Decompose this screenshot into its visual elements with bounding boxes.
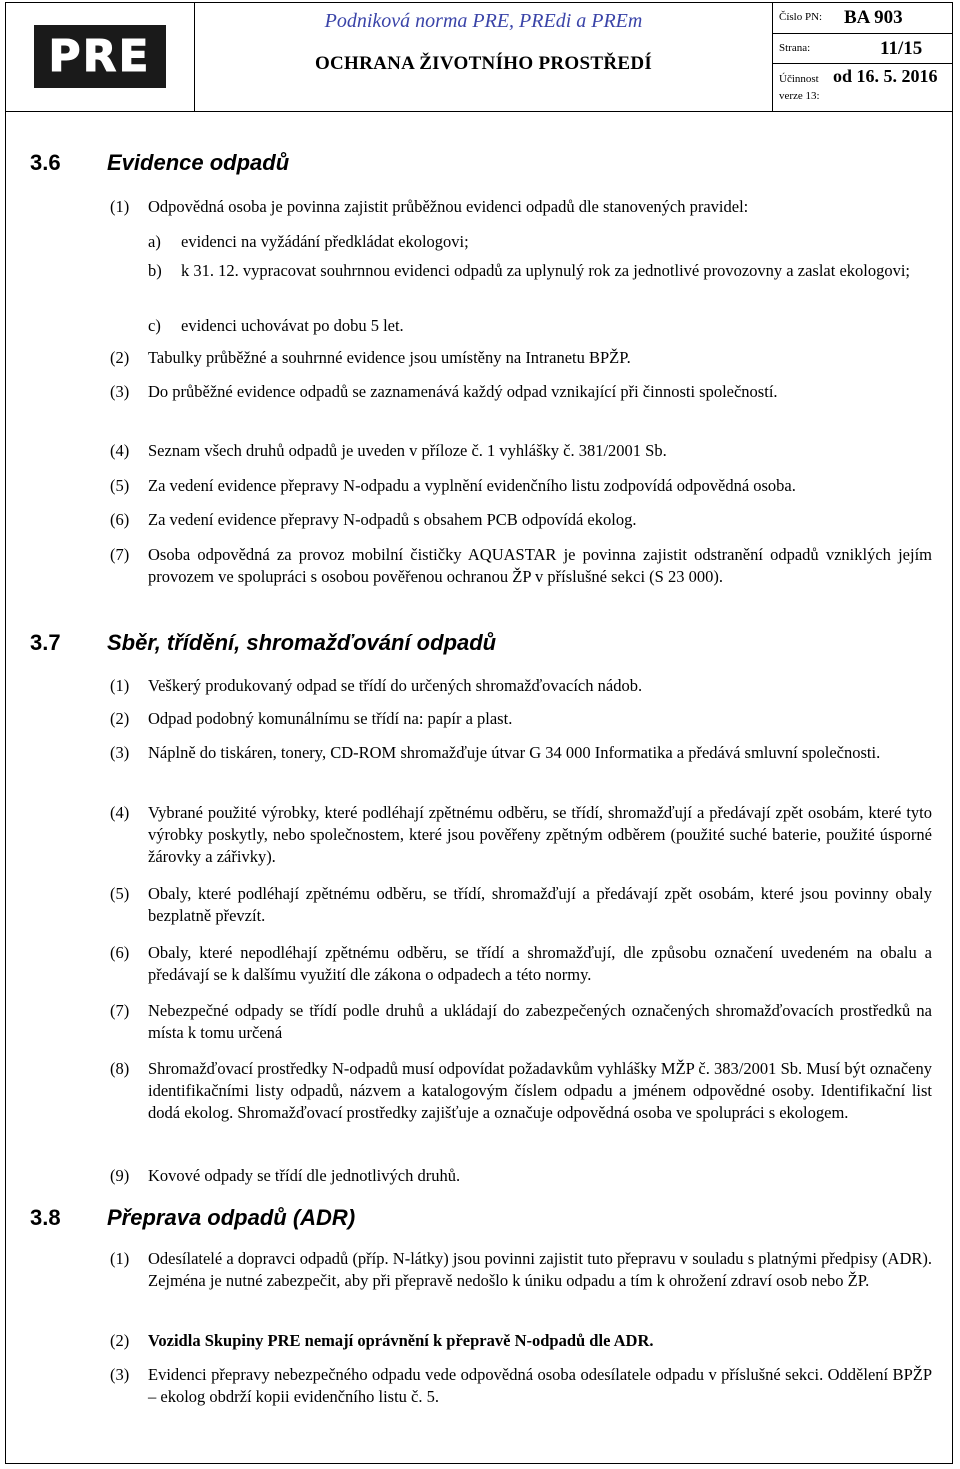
strana-row — [773, 34, 953, 64]
paragraph: (3) Náplně do tiskáren, tonery, CD-ROM shromažďuje útvar G 34 000 Informatika a předává smluvní společnosti. — [110, 743, 881, 762]
norm-title: Podniková norma PRE, PREdi a PREm — [324, 10, 643, 32]
logo-text: PRE — [48, 31, 151, 82]
ucinnost-value: od 16. 5. 2016 — [833, 66, 938, 86]
ucinnost-label: Účinnost — [779, 73, 819, 85]
ucinnost-row — [773, 64, 953, 111]
paragraph: (2) Odpad podobný komunálnímu se třídí na: papír a plast. — [110, 709, 513, 728]
paragraph: (3) Evidenci přepravy nebezpečného odpadu vede odpovědná osoba odesílatele odpadu v příslušné sekci. Oddělení BPŽP – ekolog obdrží kopii evidenčního listu č. 5. — [110, 1365, 932, 1406]
info-cell — [773, 2, 953, 111]
section-title: Sběr, třídění, shromažďování odpadů — [107, 630, 497, 655]
paragraph: (8) Shromažďovací prostředky N-odpadů musí odpovídat požadavkům vyhlášky MŽP č. 383/2001 Sb. Musí být označeny identifikačními listy odpadů, názvem a katalogovým číslem odpadu a jménem odpovědné osoby. Identifikační list dodá ekolog. Shromažďovací prostředky zajišťuje a označuje odpovědná osoba ve spolupráci s ekologem. — [110, 1059, 932, 1122]
section-title: Evidence odpadů — [107, 150, 290, 175]
paragraph: (5) Za vedení evidence přepravy N-odpadu a vyplnění evidenčního listu zodpovídá odpovědná osoba. — [110, 476, 796, 495]
section-heading-3-8 — [30, 1205, 355, 1231]
page-frame — [5, 2, 953, 1464]
paragraph: (1) Odesílatelé a dopravci odpadů (příp. N-látky) jsou povinni zajistit tuto přepravu v souladu s platnými předpisy (ADR). Zejména je nutné zabezpečit, aby při přepravě nedošlo k úniku odpadu a tím k ohrožení zdraví osob nebo ŽP. — [110, 1249, 932, 1290]
doc-title: OCHRANA ŽIVOTNÍHO PROSTŘEDÍ — [314, 53, 653, 74]
paragraph: (1) Veškerý produkovaný odpad se třídí do určených shromažďovacích nádob. — [110, 676, 643, 695]
section-number: 3.6 — [30, 150, 61, 175]
paragraph: (7) Nebezpečné odpady se třídí podle druhů a ukládají do zabezpečených označených shromažďovacích prostředků na místa k tomu určená — [110, 1001, 932, 1042]
paragraph: (4) Seznam všech druhů odpadů je uveden v příloze č. 1 vyhlášky č. 381/2001 Sb. — [110, 441, 667, 460]
paragraph: (7) Osoba odpovědná za provoz mobilní čističky AQUASTAR je povinna zajistit odstranění odpadů vzniklých jejím provozem ve spolupráci s osobou pověřenou ochranou ŽP v příslušné sekci (S 23 000). — [110, 545, 932, 586]
paragraph: (3) Do průběžné evidence odpadů se zaznamenává každý odpad vznikající při činnosti společností. — [110, 382, 778, 401]
section-number: 3.7 — [30, 630, 61, 655]
strana-value: 11/15 — [880, 38, 923, 59]
title-cell — [195, 2, 773, 111]
pre-logo — [34, 25, 166, 88]
paragraph: (6) Za vedení evidence přepravy N-odpadů s obsahem PCB odpovídá ekolog. — [110, 510, 637, 529]
list-item: a) evidenci na vyžádání předkládat ekologovi; — [148, 232, 469, 251]
section-heading-3-6 — [30, 150, 289, 176]
cislo-label: Číslo PN: — [779, 11, 823, 23]
list-item: b) k 31. 12. vypracovat souhrnnou evidenci odpadů za uplynulý rok za jednotlivé provozovny a zaslat ekologovi; — [148, 261, 911, 280]
list-item: c) evidenci uchovávat po dobu 5 let. — [148, 316, 404, 335]
paragraph: (6) Obaly, které nepodléhají zpětnému odběru, se třídí a shromažďují, dle způsobu označení uvedeném na obalu a předávají se k dalšímu využití dle zákona o odpadech a této normy. — [110, 943, 932, 984]
paragraph: (2) Tabulky průběžné a souhrnné evidence jsou umístěny na Intranetu BPŽP. — [110, 348, 631, 367]
cislo-value: BA 903 — [844, 7, 903, 28]
document-header — [5, 2, 953, 112]
logo-cell — [5, 2, 195, 111]
paragraph: (1) Odpovědná osoba je povinna zajistit průběžnou evidenci odpadů dle stanovených pravidel: — [110, 197, 749, 216]
section-title: Přeprava odpadů (ADR) — [107, 1205, 356, 1230]
section-number: 3.8 — [30, 1205, 61, 1230]
paragraph: (9) Kovové odpady se třídí dle jednotlivých druhů. — [110, 1166, 461, 1185]
paragraph: (5) Obaly, které podléhají zpětnému odběru, se třídí, shromažďují a předávají zpět osobám, které jsou povinny obaly bezplatně převzít. — [110, 884, 932, 925]
cislo-row — [773, 2, 953, 34]
paragraph: (2) Vozidla Skupiny PRE nemají oprávnění k přepravě N-odpadů dle ADR. — [110, 1331, 654, 1350]
strana-label: Strana: — [779, 42, 811, 54]
section-heading-3-7 — [30, 630, 496, 656]
paragraph: (4) Vybrané použité výrobky, které podléhají zpětnému odběru, se třídí, shromažďují a předávají zpět osobám, které tyto výrobky poskytly, nebo společnostem, které jsou pověřeny zpětným odběrem (použité suché baterie, použité úsporné žárovky a zářivky). — [110, 803, 932, 866]
verze-label: verze 13: — [779, 90, 820, 102]
